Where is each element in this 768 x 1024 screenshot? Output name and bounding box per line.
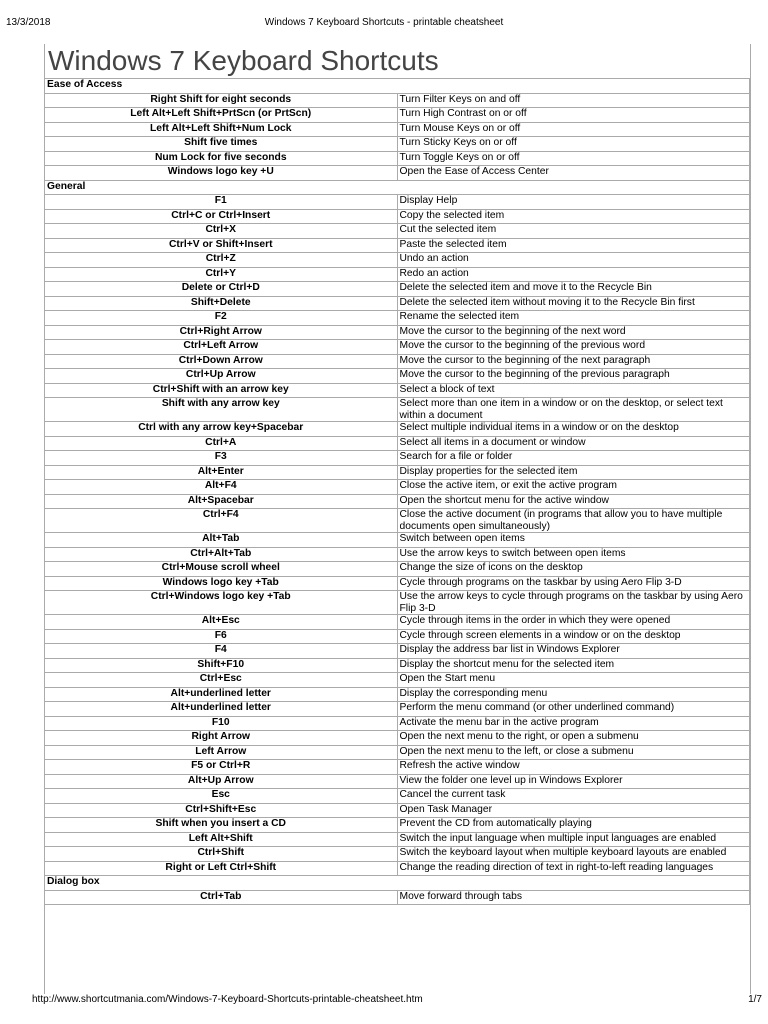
shortcut-action: Perform the menu command (or other underlined command)	[397, 702, 750, 717]
shortcut-action: Select multiple individual items in a window or on the desktop	[397, 422, 750, 437]
section-header-row	[45, 876, 750, 891]
table-row	[45, 465, 750, 480]
shortcut-key: Alt+Esc	[45, 615, 398, 630]
shortcut-action: Display properties for the selected item	[397, 465, 750, 480]
table-row	[45, 774, 750, 789]
shortcut-key: Ctrl+Left Arrow	[45, 340, 398, 355]
document-title: Windows 7 Keyboard Shortcuts	[48, 45, 439, 76]
shortcut-action: Switch between open items	[397, 533, 750, 548]
shortcut-key: F10	[45, 716, 398, 731]
shortcut-key: F6	[45, 629, 398, 644]
shortcut-key: Shift+F10	[45, 658, 398, 673]
table-row	[45, 890, 750, 905]
table-row	[45, 137, 750, 152]
table-row	[45, 296, 750, 311]
shortcut-key: Ctrl+V or Shift+Insert	[45, 238, 398, 253]
table-row	[45, 832, 750, 847]
print-url: http://www.shortcutmania.com/Windows-7-Keyboard-Shortcuts-printable-cheatsheet.htm	[32, 994, 423, 1005]
shortcut-key: Ctrl+Esc	[45, 673, 398, 688]
shortcut-action: Open the Start menu	[397, 673, 750, 688]
shortcut-key: Ctrl+Y	[45, 267, 398, 282]
table-row	[45, 151, 750, 166]
print-header	[6, 17, 762, 29]
table-row	[45, 166, 750, 181]
shortcut-key: Ctrl+A	[45, 436, 398, 451]
print-date: 13/3/2018	[6, 17, 51, 28]
table-row	[45, 576, 750, 591]
shortcut-action: Change the size of icons on the desktop	[397, 562, 750, 577]
section-header-row	[45, 180, 750, 195]
table-row	[45, 702, 750, 717]
table-row	[45, 533, 750, 548]
shortcut-key: Ctrl+Windows logo key +Tab	[45, 591, 398, 615]
table-row	[45, 731, 750, 746]
section-title: Dialog box	[45, 876, 750, 891]
shortcut-action: Cycle through items in the order in which they were opened	[397, 615, 750, 630]
shortcut-action: Open the next menu to the right, or open a submenu	[397, 731, 750, 746]
print-footer	[32, 994, 762, 1006]
shortcut-key: Ctrl+F4	[45, 509, 398, 533]
shortcut-action: Turn Mouse Keys on or off	[397, 122, 750, 137]
shortcut-key: Ctrl+Right Arrow	[45, 325, 398, 340]
shortcut-action: Delete the selected item without moving it to the Recycle Bin first	[397, 296, 750, 311]
table-row	[45, 267, 750, 282]
table-row	[45, 673, 750, 688]
table-row	[45, 629, 750, 644]
shortcut-action: Paste the selected item	[397, 238, 750, 253]
shortcut-action: Refresh the active window	[397, 760, 750, 775]
shortcut-action: Move the cursor to the beginning of the previous paragraph	[397, 369, 750, 384]
table-row	[45, 209, 750, 224]
table-row	[45, 803, 750, 818]
shortcut-action: Cycle through screen elements in a window or on the desktop	[397, 629, 750, 644]
shortcut-key: F4	[45, 644, 398, 659]
table-row	[45, 253, 750, 268]
shortcut-action: Select all items in a document or window	[397, 436, 750, 451]
shortcut-table-body	[45, 79, 750, 905]
table-row	[45, 644, 750, 659]
table-row	[45, 745, 750, 760]
shortcut-key: Shift when you insert a CD	[45, 818, 398, 833]
shortcut-action: Turn High Contrast on or off	[397, 108, 750, 123]
table-row	[45, 562, 750, 577]
shortcut-action: Turn Filter Keys on and off	[397, 93, 750, 108]
shortcut-action: Undo an action	[397, 253, 750, 268]
shortcut-action: Use the arrow keys to cycle through programs on the taskbar by using Aero Flip 3-D	[397, 591, 750, 615]
shortcut-key: Left Arrow	[45, 745, 398, 760]
shortcut-key: Alt+Enter	[45, 465, 398, 480]
shortcut-action: Turn Sticky Keys on or off	[397, 137, 750, 152]
shortcut-key: F1	[45, 195, 398, 210]
table-row	[45, 354, 750, 369]
table-row	[45, 480, 750, 495]
shortcut-key: Ctrl+Mouse scroll wheel	[45, 562, 398, 577]
shortcut-action: Select a block of text	[397, 383, 750, 398]
table-row	[45, 195, 750, 210]
shortcut-table	[44, 78, 750, 905]
shortcut-action: Cycle through programs on the taskbar by using Aero Flip 3-D	[397, 576, 750, 591]
table-row	[45, 122, 750, 137]
shortcut-key: Num Lock for five seconds	[45, 151, 398, 166]
shortcut-key: Alt+Spacebar	[45, 494, 398, 509]
table-row	[45, 282, 750, 297]
table-row	[45, 436, 750, 451]
table-row	[45, 383, 750, 398]
shortcut-action: Close the active document (in programs that allow you to have multiple documents open simultaneously)	[397, 509, 750, 533]
shortcut-action: Turn Toggle Keys on or off	[397, 151, 750, 166]
shortcut-key: Ctrl+Shift	[45, 847, 398, 862]
table-row	[45, 369, 750, 384]
shortcut-action: Open the Ease of Access Center	[397, 166, 750, 181]
table-row	[45, 861, 750, 876]
table-row	[45, 451, 750, 466]
section-title: General	[45, 180, 750, 195]
shortcut-action: Open the shortcut menu for the active window	[397, 494, 750, 509]
shortcut-key: Left Alt+Shift	[45, 832, 398, 847]
shortcut-action: Search for a file or folder	[397, 451, 750, 466]
shortcut-key: Ctrl+Z	[45, 253, 398, 268]
shortcut-action: Activate the menu bar in the active program	[397, 716, 750, 731]
shortcut-key: Alt+underlined letter	[45, 702, 398, 717]
shortcut-key: Ctrl+Shift+Esc	[45, 803, 398, 818]
shortcut-action: Move the cursor to the beginning of the next paragraph	[397, 354, 750, 369]
table-row	[45, 789, 750, 804]
shortcut-key: Right or Left Ctrl+Shift	[45, 861, 398, 876]
shortcut-key: Alt+F4	[45, 480, 398, 495]
shortcut-key: Ctrl+Tab	[45, 890, 398, 905]
shortcut-action: Move the cursor to the beginning of the next word	[397, 325, 750, 340]
shortcut-key: Right Shift for eight seconds	[45, 93, 398, 108]
document	[44, 44, 750, 905]
shortcut-action: Close the active item, or exit the active program	[397, 480, 750, 495]
shortcut-key: Ctrl+Down Arrow	[45, 354, 398, 369]
table-row	[45, 340, 750, 355]
shortcut-action: Move the cursor to the beginning of the previous word	[397, 340, 750, 355]
shortcut-action: Display the shortcut menu for the selected item	[397, 658, 750, 673]
shortcut-action: View the folder one level up in Windows Explorer	[397, 774, 750, 789]
table-row	[45, 325, 750, 340]
shortcut-key: Left Alt+Left Shift+Num Lock	[45, 122, 398, 137]
shortcut-key: Shift with any arrow key	[45, 398, 398, 422]
shortcut-action: Display the corresponding menu	[397, 687, 750, 702]
shortcut-key: F5 or Ctrl+R	[45, 760, 398, 775]
table-row	[45, 716, 750, 731]
shortcut-action: Switch the input language when multiple input languages are enabled	[397, 832, 750, 847]
shortcut-key: Right Arrow	[45, 731, 398, 746]
shortcut-key: Ctrl+X	[45, 224, 398, 239]
print-page-title: Windows 7 Keyboard Shortcuts - printable cheatsheet	[264, 17, 504, 28]
shortcut-action: Move forward through tabs	[397, 890, 750, 905]
table-row	[45, 494, 750, 509]
shortcut-key: Ctrl+Shift with an arrow key	[45, 383, 398, 398]
shortcut-key: Alt+Tab	[45, 533, 398, 548]
shortcut-key: Alt+underlined letter	[45, 687, 398, 702]
table-row	[45, 687, 750, 702]
shortcut-action: Cancel the current task	[397, 789, 750, 804]
shortcut-key: Ctrl with any arrow key+Spacebar	[45, 422, 398, 437]
table-row	[45, 818, 750, 833]
table-row	[45, 108, 750, 123]
table-row	[45, 224, 750, 239]
table-row	[45, 398, 750, 422]
table-row	[45, 311, 750, 326]
shortcut-action: Switch the keyboard layout when multiple keyboard layouts are enabled	[397, 847, 750, 862]
table-row	[45, 847, 750, 862]
table-row	[45, 760, 750, 775]
shortcut-action: Redo an action	[397, 267, 750, 282]
shortcut-action: Copy the selected item	[397, 209, 750, 224]
shortcut-key: Left Alt+Left Shift+PrtScn (or PrtScn)	[45, 108, 398, 123]
table-row	[45, 591, 750, 615]
shortcut-action: Prevent the CD from automatically playing	[397, 818, 750, 833]
shortcut-action: Use the arrow keys to switch between open items	[397, 547, 750, 562]
section-title: Ease of Access	[45, 79, 750, 94]
table-row	[45, 422, 750, 437]
table-row	[45, 238, 750, 253]
table-row	[45, 509, 750, 533]
shortcut-action: Rename the selected item	[397, 311, 750, 326]
shortcut-key: F3	[45, 451, 398, 466]
shortcut-key: F2	[45, 311, 398, 326]
shortcut-key: Shift+Delete	[45, 296, 398, 311]
shortcut-key: Shift five times	[45, 137, 398, 152]
shortcut-action: Open the next menu to the left, or close a submenu	[397, 745, 750, 760]
shortcut-action: Display Help	[397, 195, 750, 210]
shortcut-key: Esc	[45, 789, 398, 804]
shortcut-key: Ctrl+C or Ctrl+Insert	[45, 209, 398, 224]
table-row	[45, 658, 750, 673]
table-row	[45, 93, 750, 108]
shortcut-key: Ctrl+Up Arrow	[45, 369, 398, 384]
shortcut-action: Display the address bar list in Windows Explorer	[397, 644, 750, 659]
shortcut-key: Alt+Up Arrow	[45, 774, 398, 789]
shortcut-key: Ctrl+Alt+Tab	[45, 547, 398, 562]
table-row	[45, 547, 750, 562]
shortcut-action: Cut the selected item	[397, 224, 750, 239]
table-row	[45, 615, 750, 630]
shortcut-action: Delete the selected item and move it to the Recycle Bin	[397, 282, 750, 297]
shortcut-action: Change the reading direction of text in right-to-left reading languages	[397, 861, 750, 876]
section-header-row	[45, 79, 750, 94]
shortcut-action: Select more than one item in a window or on the desktop, or select text within a document	[397, 398, 750, 422]
shortcut-key: Windows logo key +Tab	[45, 576, 398, 591]
shortcut-key: Windows logo key +U	[45, 166, 398, 181]
print-page-number: 1/7	[748, 994, 762, 1005]
shortcut-key: Delete or Ctrl+D	[45, 282, 398, 297]
shortcut-action: Open Task Manager	[397, 803, 750, 818]
